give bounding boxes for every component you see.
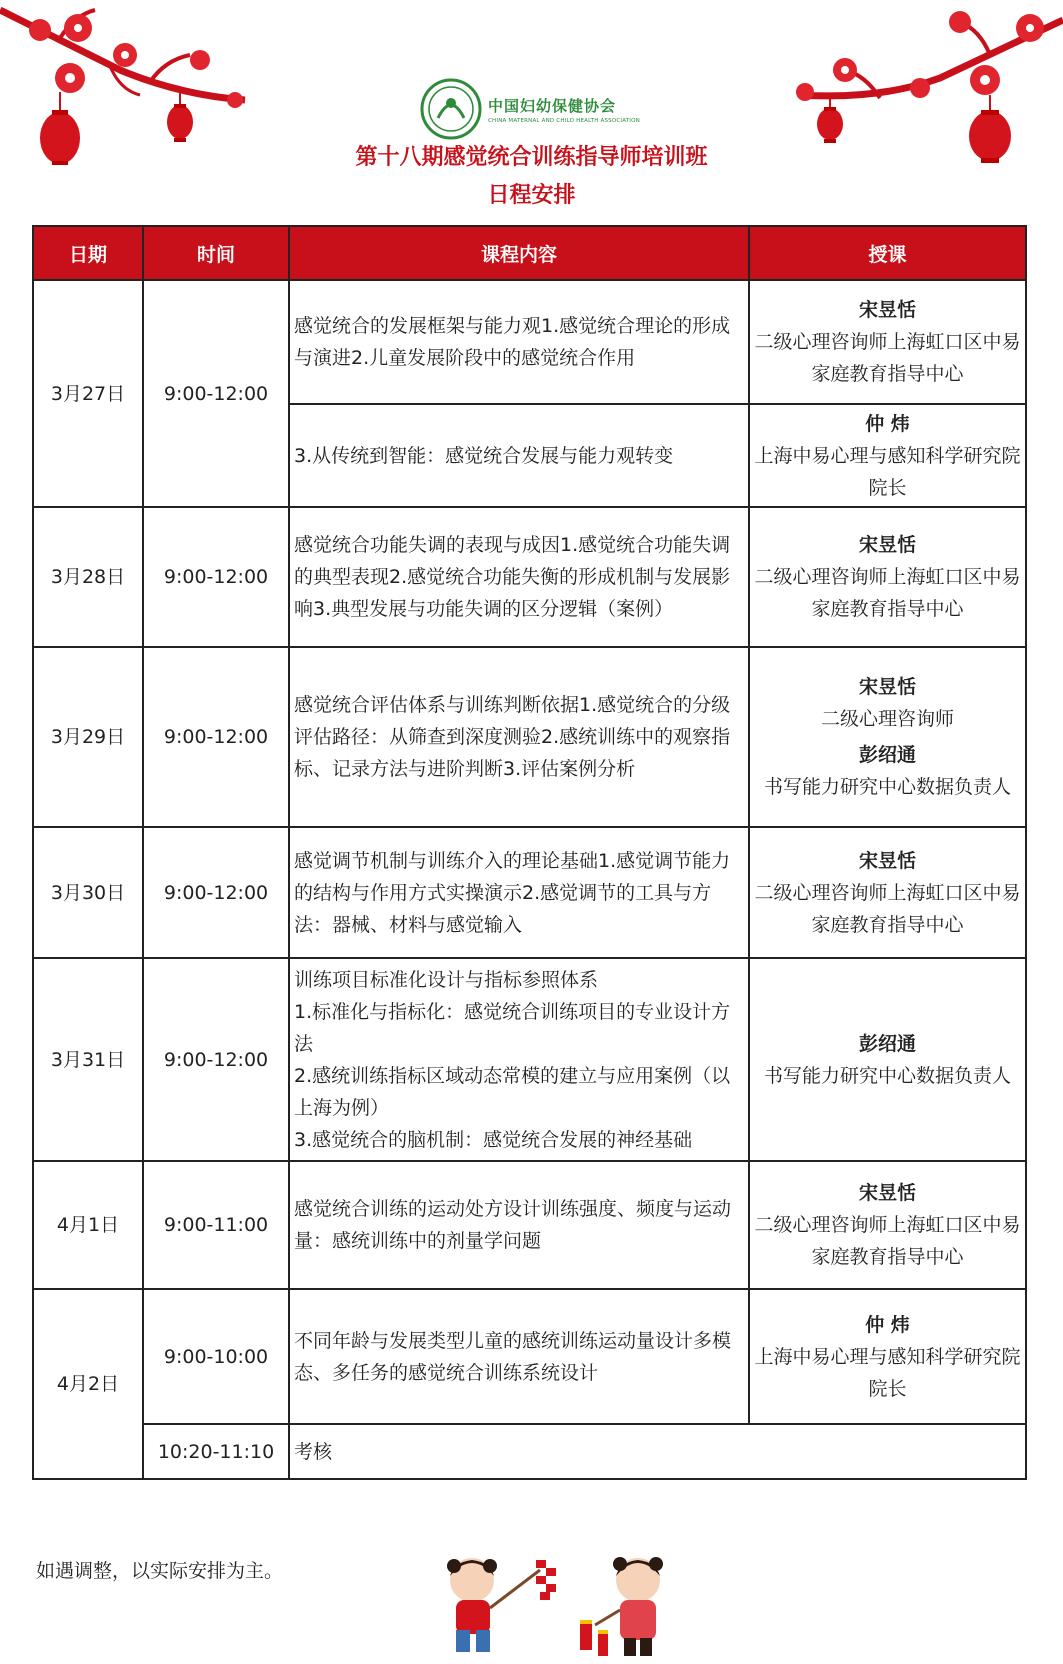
- time-cell: 9:00-12:00: [143, 280, 289, 507]
- teacher-name: 彭绍通: [858, 1032, 916, 1055]
- teacher-name: 彭绍通: [858, 744, 916, 766]
- date-cell: 3月30日: [33, 827, 143, 958]
- table-row: [33, 827, 1026, 958]
- time-cell: 9:00-12:00: [143, 958, 289, 1161]
- date-cell: 3月31日: [33, 958, 143, 1161]
- course-cell: 考核: [289, 1424, 1026, 1479]
- table-row: [33, 1289, 1026, 1424]
- table-row: [33, 280, 1026, 404]
- org-name-en: CHINA MATERNAL AND CHILD HEALTH ASSOCIATION: [488, 117, 640, 124]
- table-row: [33, 647, 1026, 827]
- course-cell: [289, 958, 749, 1161]
- course-line: 训练项目标准化设计与指标参照体系: [294, 968, 599, 991]
- teacher-title: 二级心理咨询师上海虹口区中易家庭教育指导中心: [754, 1214, 1021, 1268]
- course-cell: 感觉统合评估体系与训练判断依据1.感觉统合的分级评估路径：从筛查到深度测验2.感统训练中的观察指标、记录方法与进阶判断3.评估案例分析: [289, 647, 749, 827]
- page-title: 第十八期感觉统合训练指导师培训班: [355, 145, 708, 170]
- teacher-title: 书写能力研究中心数据负责人: [763, 1064, 1011, 1087]
- date-cell: 4月1日: [33, 1161, 143, 1289]
- course-line: 1.标准化与指标化：感觉统合训练项目的专业设计方法: [294, 1000, 731, 1055]
- time-cell: 10:20-11:10: [143, 1424, 289, 1479]
- teacher-cell: [749, 1289, 1026, 1424]
- table-row: [33, 1161, 1026, 1289]
- time-cell: 9:00-10:00: [143, 1289, 289, 1424]
- table-row: [33, 507, 1026, 647]
- page-subtitle: 日程安排: [487, 183, 576, 208]
- date-cell: 4月2日: [33, 1289, 143, 1479]
- course-cell: 感觉统合训练的运动处方设计训练强度、频度与运动量：感统训练中的剂量学问题: [289, 1161, 749, 1289]
- course-cell: 不同年龄与发展类型儿童的感统训练运动量设计多模态、多任务的感觉统合训练系统设计: [289, 1289, 749, 1424]
- course-cell: 感觉统合的发展框架与能力观1.感觉统合理论的形成与演进2.儿童发展阶段中的感觉统合作用: [289, 280, 749, 404]
- teacher-cell: [749, 827, 1026, 958]
- date-cell: 3月29日: [33, 647, 143, 827]
- column-header-teacher: 授课: [749, 226, 1026, 280]
- teacher-title: 二级心理咨询师: [820, 708, 954, 730]
- teacher-cell: [749, 280, 1026, 404]
- teacher-cell: [749, 404, 1026, 507]
- teacher-title: 上海中易心理与感知科学研究院院长: [754, 1345, 1021, 1400]
- course-cell: 3.从传统到智能：感觉统合发展与能力观转变: [289, 404, 749, 507]
- time-cell: 9:00-12:00: [143, 507, 289, 647]
- time-cell: 9:00-11:00: [143, 1161, 289, 1289]
- org-name-cn: 中国妇幼保健协会: [488, 96, 617, 115]
- teacher-name: 宋昱恬: [858, 676, 916, 698]
- teacher-name: 宋昱恬: [858, 1182, 916, 1204]
- column-header-date: 日期: [33, 226, 143, 280]
- date-cell: 3月28日: [33, 507, 143, 647]
- course-line: 2.感统训练指标区域动态常模的建立与应用案例（以上海为例）: [294, 1064, 731, 1119]
- table-row: [33, 958, 1026, 1161]
- footer-note: 如遇调整，以实际安排为主。: [36, 1560, 284, 1582]
- course-cell: 感觉统合功能失调的表现与成因1.感觉统合功能失调的典型表现2.感觉统合功能失衡的形成机制与发展影响3.典型发展与功能失调的区分逻辑（案例）: [289, 507, 749, 647]
- time-cell: 9:00-12:00: [143, 647, 289, 827]
- logo-emblem-icon: [420, 78, 482, 140]
- teacher-cell: [749, 958, 1026, 1161]
- teacher-cell: [749, 507, 1026, 647]
- teacher-name: 仲 炜: [865, 1313, 910, 1336]
- column-header-course: 课程内容: [289, 226, 749, 280]
- date-cell: 3月27日: [33, 280, 143, 507]
- course-cell: 感觉调节机制与训练介入的理论基础1.感觉调节能力的结构与作用方式实操演示2.感觉调节的工具与方法：器械、材料与感觉输入: [289, 827, 749, 958]
- schedule-table: [32, 225, 1027, 1480]
- teacher-name: 仲 炜: [865, 412, 910, 435]
- table-row: [33, 1424, 1026, 1479]
- teacher-title: 二级心理咨询师上海虹口区中易家庭教育指导中心: [754, 881, 1021, 936]
- teacher-title: 二级心理咨询师上海虹口区中易家庭教育指导中心: [754, 566, 1021, 620]
- time-cell: 9:00-12:00: [143, 827, 289, 958]
- children-firecracker-illustration: [430, 1540, 680, 1664]
- column-header-time: 时间: [143, 226, 289, 280]
- course-line: 3.感觉统合的脑机制：感觉统合发展的神经基础: [294, 1128, 693, 1151]
- teacher-name: 宋昱恬: [858, 849, 916, 872]
- teacher-title: 书写能力研究中心数据负责人: [763, 776, 1011, 798]
- teacher-cell: [749, 647, 1026, 827]
- org-logo: [420, 78, 640, 140]
- table-header-row: [33, 226, 1026, 280]
- teacher-name: 宋昱恬: [858, 299, 916, 321]
- teacher-cell: [749, 1161, 1026, 1289]
- teacher-title: 上海中易心理与感知科学研究院院长: [754, 444, 1021, 499]
- teacher-name: 宋昱恬: [858, 534, 916, 556]
- teacher-title: 二级心理咨询师上海虹口区中易家庭教育指导中心: [754, 331, 1021, 385]
